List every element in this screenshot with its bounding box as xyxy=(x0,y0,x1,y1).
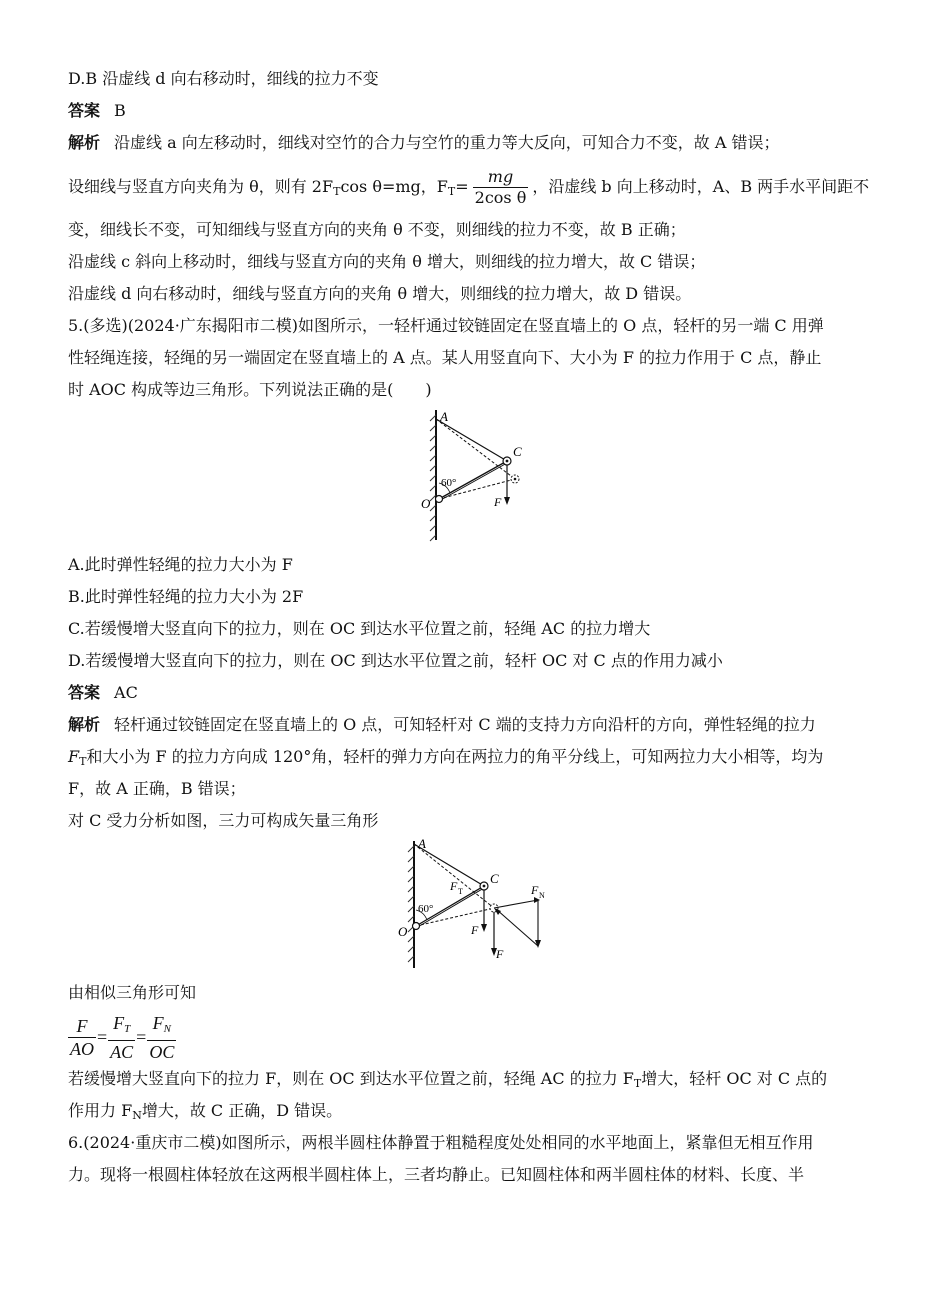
rope-ac xyxy=(436,419,507,461)
label-ft: F xyxy=(450,879,458,893)
ratio-3-den: OC xyxy=(149,1042,175,1062)
label-f1: F xyxy=(471,923,479,937)
joint-c-center xyxy=(483,885,486,888)
label-fn-sub: N xyxy=(539,891,545,900)
q5-analysis-line-3: F，故 A 正确，B 错误； xyxy=(68,779,246,798)
q5-stem-1: 5.(多选)(2024·广东揭阳市二模)如图所示，一轻杆通过铰链固定在竖直墙上的 O 点，轻杆的另一端 C 用弹 xyxy=(68,316,824,335)
text-segment: 增大，轻杆 OC 对 C 点的 xyxy=(641,1069,828,1088)
ratio-1 xyxy=(68,1015,96,1060)
text-segment: 和大小为 F 的拉力方向成 120°角，轻杆的弹力方向在两拉力的角平分线上，可知两拉力大小相等，均为 xyxy=(86,747,824,766)
q5-analysis-line-2 xyxy=(68,746,823,773)
text-segment: cos θ=mg，F xyxy=(340,177,448,196)
q4-analysis-line-1 xyxy=(68,132,779,154)
q4-option-d: D.B 沿虚线 d 向右移动时，细线的拉力不变 xyxy=(68,69,379,88)
figure-wall-rod-rope xyxy=(410,405,545,545)
subscript: N xyxy=(132,1109,142,1122)
vector-ft xyxy=(496,909,538,946)
q5-option-d: D.若缓慢增大竖直向下的拉力，则在 OC 到达水平位置之前，轻杆 OC 对 C 点的作用力减小 xyxy=(68,651,723,670)
q4-analysis-line-2 xyxy=(68,166,869,213)
ratio-3 xyxy=(147,1012,176,1063)
q5-analysis-line-1 xyxy=(68,714,816,736)
q4-analysis-line-5: 沿虚线 d 向右移动时，细线与竖直方向的夹角 θ 增大，则细线的拉力增大，故 D 错误。 xyxy=(68,284,692,303)
ratio-1-num: F xyxy=(76,1016,88,1036)
fraction xyxy=(473,167,529,208)
q4-analysis-line-4: 沿虚线 c 斜向上移动时，细线与竖直方向的夹角 θ 增大，则细线的拉力增大，故 C 错误； xyxy=(68,252,706,271)
force-f1-arrowhead xyxy=(481,924,487,932)
analysis-text: 沿虚线 a 向左移动时，细线对空竹的合力与空竹的重力等大反向，可知合力不变，故 A 错误； xyxy=(114,133,780,152)
label-angle: 60° xyxy=(441,477,457,489)
label-o: O xyxy=(398,924,408,939)
label-fn: F xyxy=(531,883,539,897)
q5-option-c: C.若缓慢增大竖直向下的拉力，则在 OC 到达水平位置之前，轻绳 AC 的拉力增大 xyxy=(68,619,651,638)
rope-ac-dashed xyxy=(414,844,494,908)
text-segment: ，沿虚线 b 向上移动时，A、B 两手水平间距不 xyxy=(532,177,870,196)
answer-label: 答案 xyxy=(68,101,101,120)
ratio-2-num xyxy=(108,1012,135,1040)
subscript: T xyxy=(447,185,456,198)
analysis-label: 解析 xyxy=(68,715,101,734)
hinge-o xyxy=(436,496,443,503)
ratio-3-num-sub: N xyxy=(163,1023,171,1035)
ratio-3-num xyxy=(147,1012,176,1040)
text-segment: = xyxy=(455,177,469,196)
text-segment: 设细线与竖直方向夹角为 θ，则有 2F xyxy=(68,177,334,196)
q5-stem-2: 性轻绳连接，轻绳的另一端固定在竖直墙上的 A 点。某人用竖直向下、大小为 F 的拉力作用于 C 点，静止 xyxy=(68,348,822,367)
equals-sign: = xyxy=(97,1027,108,1047)
q5-answer xyxy=(68,682,138,704)
ratio-3-num-main: F xyxy=(152,1013,164,1033)
analysis-label: 解析 xyxy=(68,133,101,152)
text-segment: 作用力 F xyxy=(68,1101,133,1120)
q4-analysis-line-3: 变，细线长不变，可知细线与竖直方向的夹角 θ 不变，则细线的拉力不变，故 B 正确； xyxy=(68,220,686,239)
label-c: C xyxy=(490,871,499,886)
answer-value: B xyxy=(114,101,126,120)
label-angle: 60° xyxy=(418,903,434,915)
q5-analysis-line-6 xyxy=(68,1068,827,1095)
joint-c-moved-center xyxy=(514,478,517,481)
label-a: A xyxy=(418,836,426,851)
analysis-text: 轻杆通过铰链固定在竖直墙上的 O 点，可知轻杆对 C 端的支持力方向沿杆的方向，弹性轻绳的拉力 xyxy=(114,715,816,734)
q5-option-a: A.此时弹性轻绳的拉力大小为 F xyxy=(68,555,293,574)
answer-value: AC xyxy=(114,683,138,702)
label-a: A xyxy=(440,409,448,424)
label-o: O xyxy=(421,496,431,511)
q4-answer xyxy=(68,100,126,122)
q6-stem-2: 力。现将一根圆柱体轻放在这两根半圆柱体上，三者均静止。已知圆柱体和两半圆柱体的材料、长度、半 xyxy=(68,1165,805,1184)
ratio-1-den: AO xyxy=(70,1039,94,1059)
ratio-2-num-sub: T xyxy=(124,1023,131,1035)
label-f2: F xyxy=(496,947,504,961)
label-f: F xyxy=(494,495,502,509)
force-f-arrowhead xyxy=(504,497,510,505)
equals-sign: = xyxy=(136,1027,147,1047)
joint-c-center xyxy=(506,460,509,463)
subscript: T xyxy=(333,185,341,198)
figure-force-analysis xyxy=(388,836,558,974)
q5-analysis-line-7 xyxy=(68,1100,342,1127)
q5-option-b: B.此时弹性轻绳的拉力大小为 2F xyxy=(68,587,304,606)
ratio-2-den: AC xyxy=(110,1042,134,1062)
text-segment: F xyxy=(68,747,80,766)
label-ft-sub: T xyxy=(458,887,463,896)
q5-stem-3: 时 AOC 构成等边三角形。下列说法正确的是( ) xyxy=(68,380,432,399)
q6-stem-1: 6.(2024·重庆市二模)如图所示，两根半圆柱体静置于粗糙程度处处相同的水平地面上，紧靠但无相互作用 xyxy=(68,1133,814,1152)
subscript: T xyxy=(79,755,87,768)
ratio-2 xyxy=(108,1012,135,1063)
ratio-2-num-main: F xyxy=(113,1013,125,1033)
fraction-denominator: 2cos θ xyxy=(474,188,527,207)
answer-label: 答案 xyxy=(68,683,101,702)
q5-analysis-line-4: 对 C 受力分析如图，三力可构成矢量三角形 xyxy=(68,811,379,830)
text-segment: 若缓慢增大竖直向下的拉力 F，则在 OC 到达水平位置之前，轻绳 AC 的拉力 F xyxy=(68,1069,634,1088)
similar-triangle-ratio xyxy=(68,1012,176,1063)
text-segment: 增大，故 C 正确，D 错误。 xyxy=(141,1101,343,1120)
hinge-o xyxy=(413,923,420,930)
label-c: C xyxy=(513,444,522,459)
fraction-numerator: mg xyxy=(487,167,514,186)
rope-ac-dashed xyxy=(436,419,515,479)
subscript: T xyxy=(633,1077,642,1090)
vector-fn xyxy=(494,900,538,908)
q5-analysis-line-5: 由相似三角形可知 xyxy=(68,983,197,1002)
